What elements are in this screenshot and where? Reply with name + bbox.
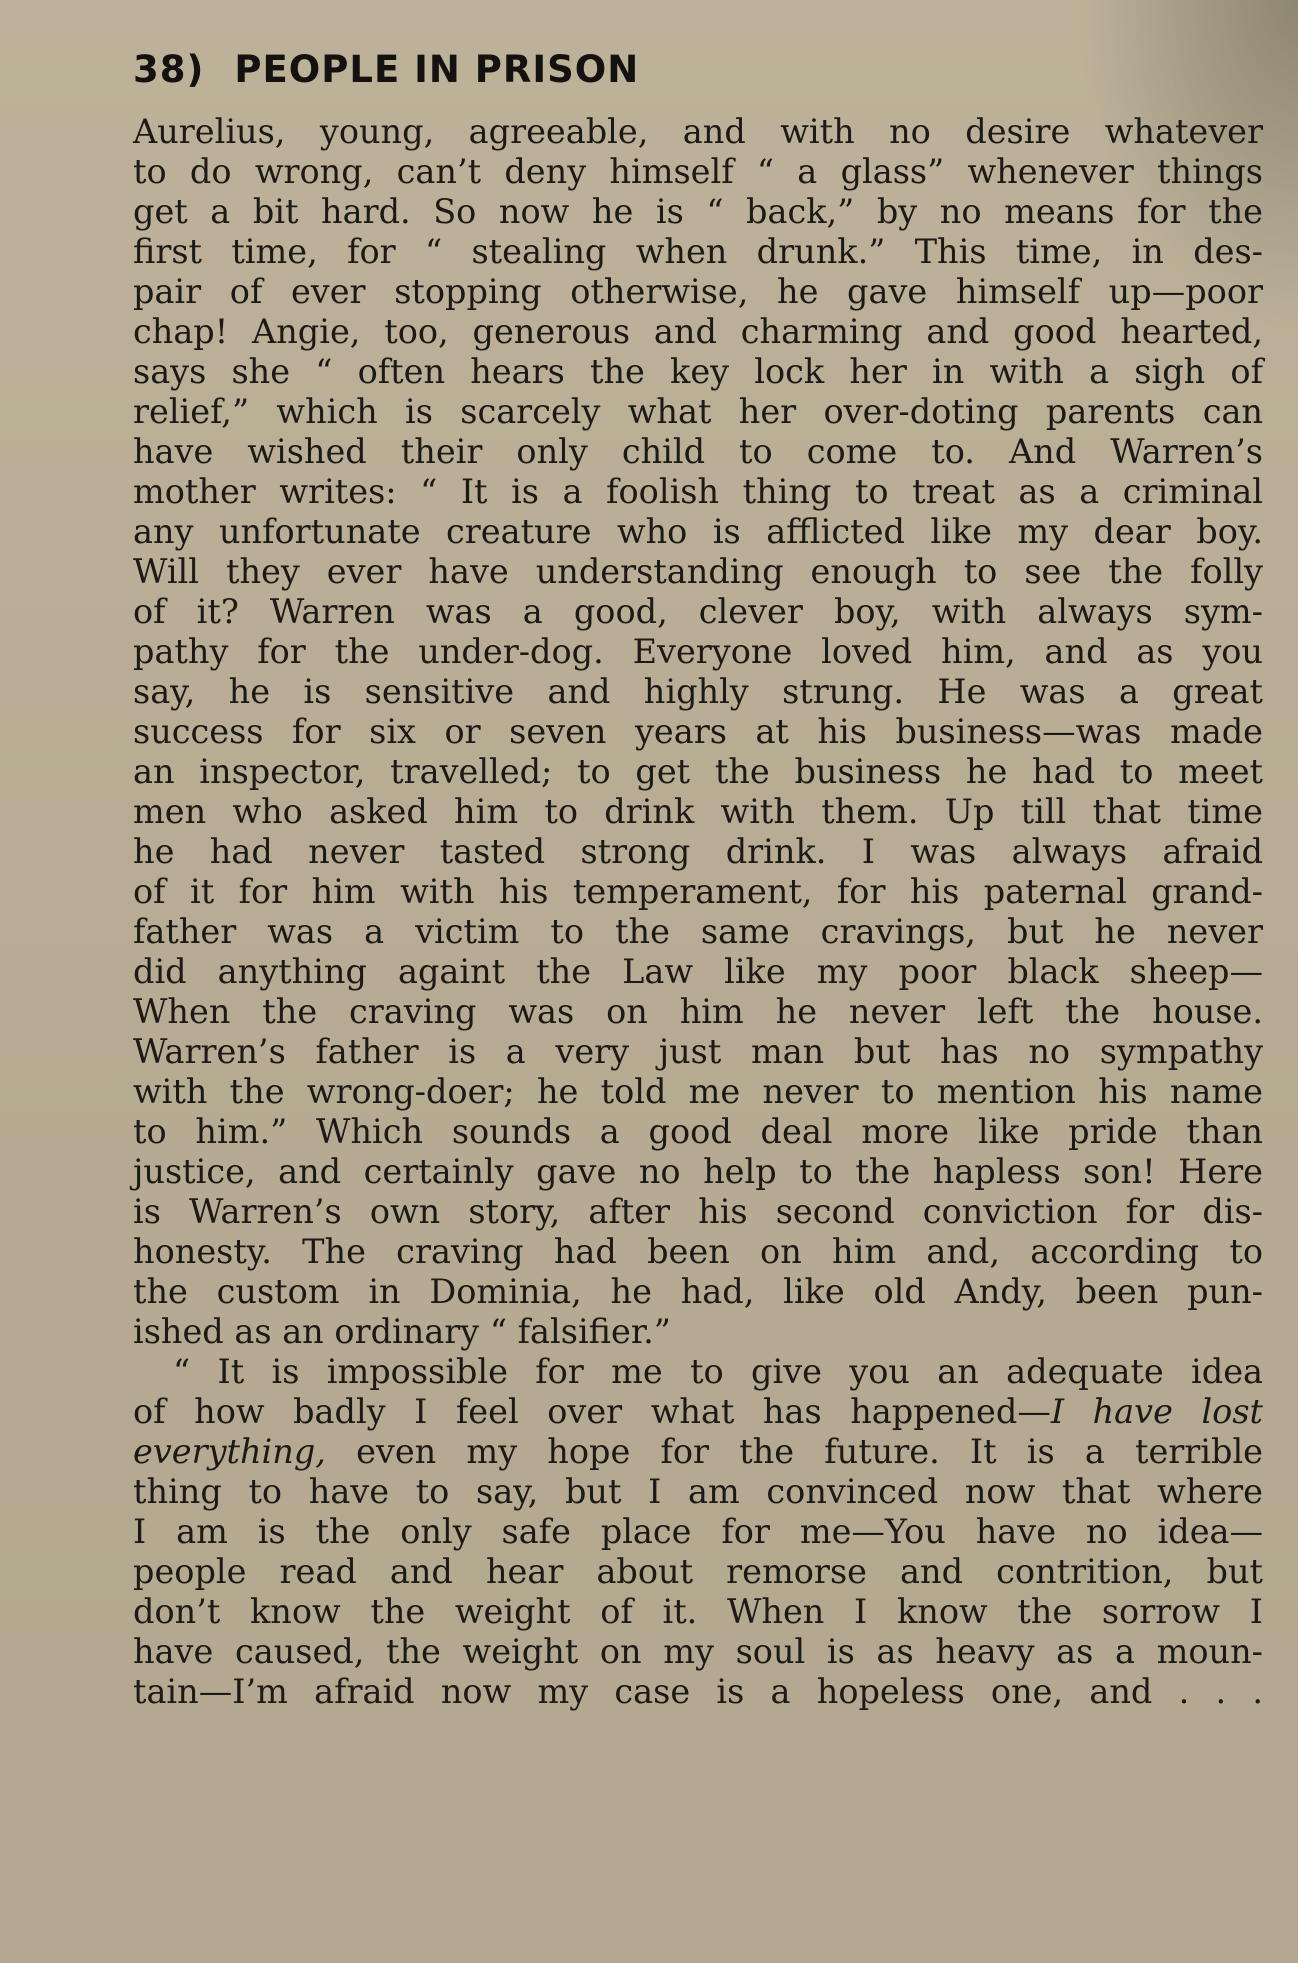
text-line: get a bit hard. So now he is “ back,” by no means for the (133, 192, 1263, 231)
text-line: have wished their only child to come to. And Warren’s (133, 432, 1263, 471)
text-line: to him.” Which sounds a good deal more like pride than (133, 1112, 1263, 1151)
text-line: chap! Angie, too, generous and charming and good hearted, (133, 312, 1263, 351)
quote-line-text: of how badly I feel over what has happened— (133, 1392, 1051, 1431)
text-line: any unfortunate creature who is afflicted like my dear boy. (133, 512, 1263, 551)
text-line: is Warren’s own story, after his second conviction for dis- (133, 1192, 1263, 1231)
text-line: Aurelius, young, agreeable, and with no desire whatever (133, 112, 1263, 151)
text-line: mother writes: “ It is a foolish thing to treat as a criminal (133, 472, 1263, 511)
text-line: with the wrong-doer; he told me never to mention his name (133, 1072, 1263, 1111)
quote-line: don’t know the weight of it. When I know the sorrow I (133, 1592, 1263, 1631)
page-number: 38) (133, 48, 205, 91)
text-line: honesty. The craving had been on him and, according to (133, 1232, 1263, 1271)
quote-line: people read and hear about remorse and contrition, but (133, 1552, 1263, 1591)
text-line: father was a victim to the same cravings, but he never (133, 912, 1263, 951)
text-line: ished as an ordinary “ falsifier.” (133, 1312, 671, 1351)
text-line: say, he is sensitive and highly strung. He was a great (133, 672, 1263, 711)
text-line: When the craving was on him he never left the house. (133, 992, 1263, 1031)
text-line: he had never tasted strong drink. I was always afraid (133, 832, 1263, 871)
quote-line (133, 1392, 1263, 1432)
emphasis-text: I have lost (1050, 1392, 1263, 1431)
text-line: to do wrong, can’t deny himself “ a glass” whenever things (133, 152, 1263, 191)
text-line: did anything againt the Law like my poor black sheep— (133, 952, 1263, 991)
text-line: pair of ever stopping otherwise, he gave himself up—poor (133, 272, 1263, 311)
running-head (133, 48, 639, 91)
text-line: Will they ever have understanding enough to see the folly (133, 552, 1263, 591)
text-line: success for six or seven years at his business—was made (133, 712, 1263, 751)
quote-line: tain—I’m afraid now my case is a hopeless one, and . . . (133, 1672, 1263, 1711)
text-line: relief,” which is scarcely what her over-doting parents can (133, 392, 1263, 431)
quote-line: have caused, the weight on my soul is as heavy as a moun- (133, 1632, 1263, 1671)
running-title: PEOPLE IN PRISON (234, 48, 640, 91)
text-line: of it? Warren was a good, clever boy, with always sym- (133, 592, 1263, 631)
text-line: first time, for “ stealing when drunk.” This time, in des- (133, 232, 1263, 271)
quote-line-text: even my hope for the future. It is a terrible (325, 1432, 1263, 1471)
text-line: of it for him with his temperament, for his paternal grand- (133, 872, 1263, 911)
quote-line: I am is the only safe place for me—You have no idea— (133, 1512, 1263, 1551)
text-line: pathy for the under-dog. Everyone loved him, and as you (133, 632, 1263, 671)
emphasis-text: everything, (133, 1432, 326, 1471)
text-line: justice, and certainly gave no help to the hapless son! Here (133, 1152, 1263, 1191)
quote-line: “ It is impossible for me to give you an adequate idea (173, 1352, 1263, 1391)
text-line: says she “ often hears the key lock her in with a sigh of (133, 352, 1263, 391)
quote-line (133, 1432, 1263, 1472)
text-line: an inspector, travelled; to get the business he had to meet (133, 752, 1263, 791)
text-line: men who asked him to drink with them. Up till that time (133, 792, 1263, 831)
body-text (133, 112, 1263, 1712)
quote-line: thing to have to say, but I am convinced now that where (133, 1472, 1263, 1511)
text-line: the custom in Dominia, he had, like old Andy, been pun- (133, 1272, 1263, 1311)
text-line: Warren’s father is a very just man but has no sympathy (133, 1032, 1263, 1071)
